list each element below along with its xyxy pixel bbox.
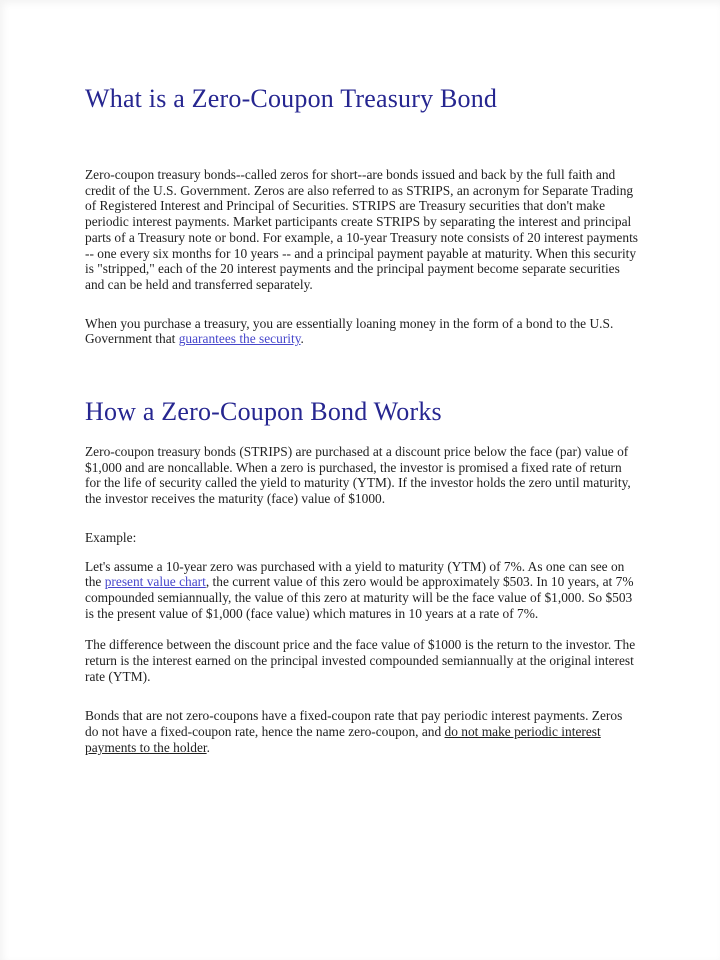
section-heading-what-is-zero-coupon: What is a Zero-Coupon Treasury Bond [85,84,498,113]
document-content-column [85,0,638,756]
paragraph-fixed-coupon-end: . [206,739,210,755]
paragraph-fixed-coupon-text: Bonds that are not zero-coupons have a fixed-coupon rate that pay periodic interest payments. Zeros do not have a fixed-coupon rate, hence the name zero-coupon, and [85,708,623,740]
paragraph-ytm-example-end: , the current value of this zero would be approximately $503. In 10 years, at 7% compounded semiannually, the value of this zero at maturity will be the face value of $1,000. So $503 is the present value of $1,000 (face value) which matures in 10 years at a rate of 7%. [85,574,634,621]
paragraph-fixed-coupon-underlined-phrase: do not make periodic interest payments to the holder [85,724,601,755]
paragraph-zeros-definition: Zero-coupon treasury bonds--called zeros for short--are bonds issued and back by the full faith and credit of the U.S. Government. Zeros are also referred to as STRIPS, an acronym for Separate Trading of Registered Interest and Principal of Securities. STRIPS are Treasury securities that don't make periodic interest payments. Market participants create STRIPS by separating the interest and principal parts of a Treasury note or bond. For example, a 10-year Treasury note consists of 20 interest payments -- one every six months for 10 years -- and a principal payment payable at maturity. When this security is "stripped," each of the 20 interest payments and the principal payment become separate securities and can be held and transferred separately. [85,167,639,292]
paragraph-purchase-treasury-end: . [300,331,304,347]
present-value-chart-link[interactable]: present value chart [104,574,206,590]
paragraph-purchase-treasury [85,316,638,347]
paragraph-ytm-example-text: Let's assume a 10-year zero was purchased with a yield to maturity (YTM) of 7%. As one can see on the [85,558,625,590]
paragraph-ytm-example [85,559,638,622]
example-label: Example: [85,529,137,545]
paragraph-discount-difference: The difference between the discount price and the face value of $1000 is the return to the investor. The return is the interest earned on the principal invested compounded semiannually at the original interest rate (YTM). [85,637,636,684]
guarantees-the-security-link[interactable]: guarantees the security [178,331,301,347]
paragraph-fixed-coupon [85,708,638,755]
section-heading-how-zero-coupon-works: How a Zero-Coupon Bond Works [85,397,442,427]
paragraph-strips-purchase: Zero-coupon treasury bonds (STRIPS) are purchased at a discount price below the face (par) value of $1,000 and are noncallable. When a zero is purchased, the investor is promised a fixed rate of return for the life of security called the yield to maturity (YTM). If the investor holds the zero until maturity, the investor receives the maturity (face) value of $1000. [85,444,631,507]
paragraph-purchase-treasury-text: When you purchase a treasury, you are essentially loaning money in the form of a bond to the U.S. Government that [85,315,614,347]
